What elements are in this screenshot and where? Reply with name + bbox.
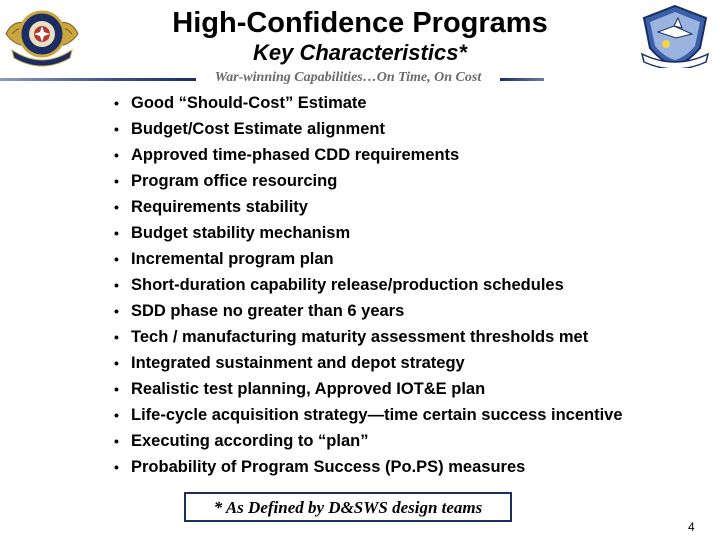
list-item-text: Approved time-phased CDD requirements [131,146,460,164]
bullet-icon: • [114,303,119,319]
list-item-text: Short-duration capability release/production schedules [131,276,564,294]
divider-left [0,78,196,81]
page-subtitle: Key Characteristics* [252,40,467,65]
footnote-box: * As Defined by D&SWS design teams [184,492,512,522]
list-item-text: Tech / manufacturing maturity assessment thresholds met [131,328,589,346]
bullet-icon: • [114,95,119,111]
list-item-text: Budget stability mechanism [131,224,351,242]
tagline: War-winning Capabilities…On Time, On Cost [214,70,482,85]
list-item-text: Integrated sustainment and depot strategy [131,354,465,372]
list-item-text: Life-cycle acquisition strategy—time certain success incentive [131,406,623,424]
page-number: 4 [688,520,695,534]
list-item-text: SDD phase no greater than 6 years [131,302,405,320]
list-item-text: Incremental program plan [131,250,334,268]
list-item-text: Program office resourcing [131,172,338,190]
bullet-icon: • [114,251,119,267]
bullet-icon: • [114,459,119,475]
bullet-icon: • [114,381,119,397]
bullet-icon: • [114,433,119,449]
page-title: High-Confidence Programs [172,7,548,39]
list-item-text: Requirements stability [131,198,308,216]
list-item-text: Executing according to “plan” [131,432,369,450]
bullet-icon: • [114,147,119,163]
bullet-icon: • [114,355,119,371]
list-item-text: Good “Should-Cost” Estimate [131,94,367,112]
bullet-icon: • [114,121,119,137]
bullet-icon: • [114,329,119,345]
bullet-icon: • [114,173,119,189]
divider-right [500,78,544,81]
list-item-text: Realistic test planning, Approved IOT&E plan [131,380,486,398]
list-item-text: Probability of Program Success (Po.PS) measures [131,458,526,476]
bullet-icon: • [114,225,119,241]
list-item-text: Budget/Cost Estimate alignment [131,120,385,138]
bullet-icon: • [114,407,119,423]
tagline-bar [0,70,720,85]
bullet-icon: • [114,277,119,293]
bullet-icon: • [114,199,119,215]
